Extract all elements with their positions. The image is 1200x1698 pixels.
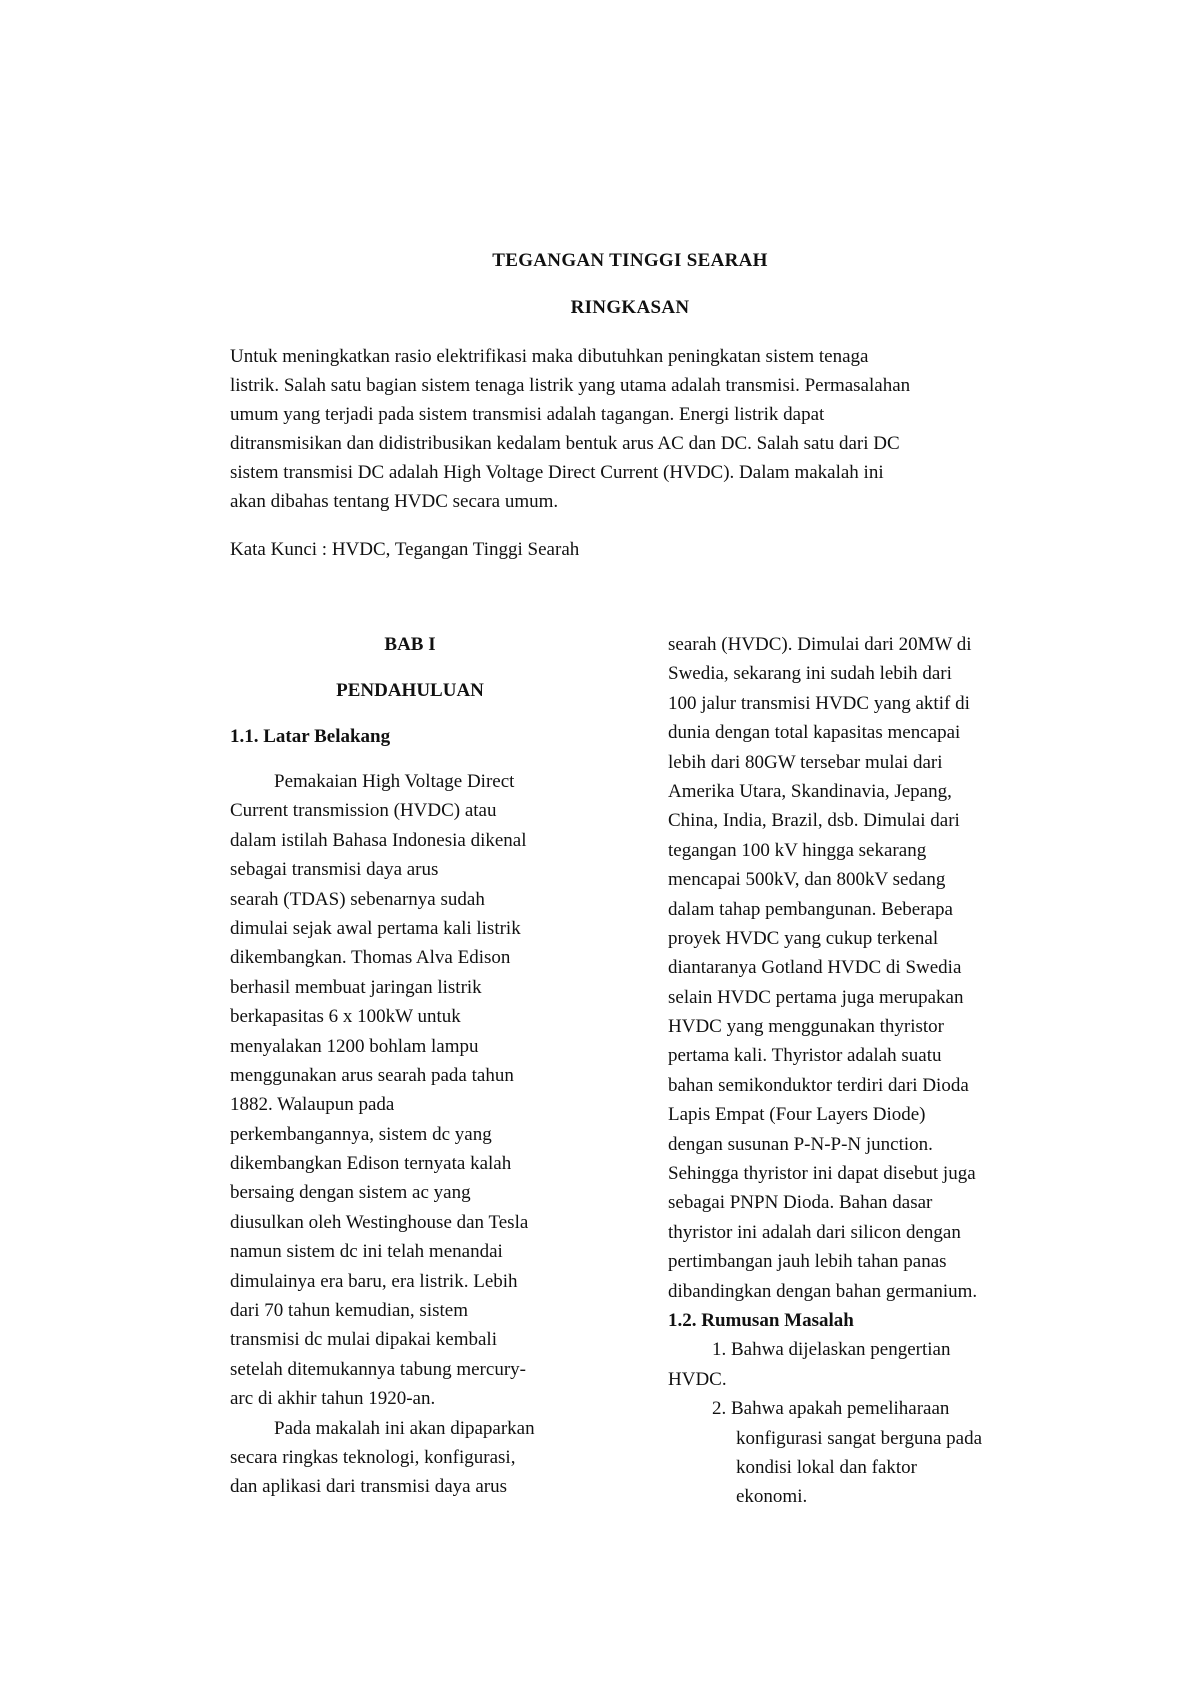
paragraph-line: dikembangkan Edison ternyata kalah	[230, 1153, 512, 1175]
paragraph-line: transmisi dc mulai dipakai kembali	[230, 1329, 497, 1351]
paragraph-line: pertimbangan jauh lebih tahan panas	[668, 1251, 947, 1273]
paragraph-line: dimulai sejak awal pertama kali listrik	[230, 917, 521, 939]
abstract-body	[230, 342, 1030, 516]
paragraph-background	[230, 767, 590, 1502]
list-item: kondisi lokal dan faktor	[736, 1456, 917, 1478]
paragraph-line: berkapasitas 6 x 100kW untuk	[230, 1006, 461, 1028]
list-item: HVDC.	[668, 1368, 727, 1390]
list-item: ekonomi.	[736, 1486, 808, 1508]
chapter-number: BAB I	[384, 634, 436, 655]
paragraph-line: Sehingga thyristor ini dapat disebut juga	[668, 1163, 976, 1185]
paragraph-line: dalam tahap pembangunan. Beberapa	[668, 898, 953, 920]
paragraph-line: bahan semikonduktor terdiri dari Dioda	[668, 1074, 969, 1096]
paragraph-line: sebagai transmisi daya arus	[230, 859, 439, 881]
abstract-line: listrik. Salah satu bagian sistem tenaga listrik yang utama adalah transmisi. Permasalahan	[230, 375, 911, 396]
paragraph-line: bersaing dengan sistem ac yang	[230, 1182, 471, 1204]
paragraph-line: lebih dari 80GW tersebar mulai dari	[668, 751, 943, 773]
list-item: 1. Bahwa dijelaskan pengertian	[712, 1339, 951, 1361]
paragraph-line: secara ringkas teknologi, konfigurasi,	[230, 1446, 516, 1468]
paragraph-line: dan aplikasi dari transmisi daya arus	[230, 1476, 508, 1498]
paragraph-line: dunia dengan total kapasitas mencapai	[668, 722, 961, 744]
keywords: Kata Kunci : HVDC, Tegangan Tinggi Searah	[230, 539, 580, 560]
section-heading-1-2: 1.2. Rumusan Masalah	[668, 1309, 854, 1331]
abstract-line: sistem transmisi DC adalah High Voltage Direct Current (HVDC). Dalam makalah ini	[230, 462, 884, 483]
paragraph-line: mencapai 500kV, dan 800kV sedang	[668, 869, 946, 891]
paragraph-line: perkembangannya, sistem dc yang	[230, 1123, 492, 1145]
paragraph-line: Pada makalah ini akan dipaparkan	[274, 1417, 535, 1439]
abstract-line: ditransmisikan dan didistribusikan kedalam bentuk arus AC dan DC. Salah satu dari DC	[230, 433, 900, 454]
abstract-heading: RINGKASAN	[570, 297, 690, 318]
paragraph-line: arc di akhir tahun 1920-an.	[230, 1388, 436, 1410]
paragraph-line: searah (TDAS) sebenarnya sudah	[230, 888, 485, 910]
list-item: 2. Bahwa apakah pemeliharaan	[712, 1398, 950, 1420]
paragraph-line: menggunakan arus searah pada tahun	[230, 1064, 514, 1086]
paragraph-line: dalam istilah Bahasa Indonesia dikenal	[230, 829, 527, 851]
paragraph-line: Current transmission (HVDC) atau	[230, 800, 497, 822]
paragraph-line: China, India, Brazil, dsb. Dimulai dari	[668, 810, 960, 832]
paragraph-line: dari 70 tahun kemudian, sistem	[230, 1300, 468, 1322]
paragraph-line: diusulkan oleh Westinghouse dan Tesla	[230, 1211, 529, 1233]
paragraph-line: pertama kali. Thyristor adalah suatu	[668, 1045, 942, 1067]
paragraph-line: diantaranya Gotland HVDC di Swedia	[668, 957, 962, 979]
paragraph-line: 100 jalur transmisi HVDC yang aktif di	[668, 692, 970, 714]
paragraph-line: dikembangkan. Thomas Alva Edison	[230, 947, 511, 969]
paragraph-line: setelah ditemukannya tabung mercury-	[230, 1358, 526, 1380]
paragraph-line: searah (HVDC). Dimulai dari 20MW di	[668, 634, 972, 655]
list-item: konfigurasi sangat berguna pada	[736, 1427, 983, 1449]
paragraph-line: berhasil membuat jaringan listrik	[230, 976, 482, 998]
paragraph-line: proyek HVDC yang cukup terkenal	[668, 927, 939, 949]
paragraph-line: namun sistem dc ini telah menandai	[230, 1241, 503, 1263]
paragraph-line: dibandingkan dengan bahan germanium.	[668, 1280, 978, 1302]
paragraph-line: sebagai PNPN Dioda. Bahan dasar	[668, 1192, 933, 1214]
document-title: TEGANGAN TINGGI SEARAH	[492, 250, 768, 271]
abstract-line: Untuk meningkatkan rasio elektrifikasi maka dibutuhkan peningkatan sistem tenaga	[230, 346, 869, 367]
right-column	[668, 630, 1038, 1512]
paragraph-line: tegangan 100 kV hingga sekarang	[668, 839, 927, 861]
paragraph-line: dimulainya era baru, era listrik. Lebih	[230, 1270, 518, 1292]
paragraph-line: Swedia, sekarang ini sudah lebih dari	[668, 663, 952, 685]
paragraph-line: 1882. Walaupun pada	[230, 1094, 395, 1116]
paragraph-line: Lapis Empat (Four Layers Diode)	[668, 1104, 926, 1126]
paragraph-line: HVDC yang menggunakan thyristor	[668, 1016, 944, 1038]
abstract-line: umum yang terjadi pada sistem transmisi adalah tagangan. Energi listrik dapat	[230, 404, 825, 425]
chapter-title: PENDAHULUAN	[336, 680, 484, 701]
paragraph-line: dengan susunan P-N-P-N junction.	[668, 1133, 933, 1155]
paragraph-line: selain HVDC pertama juga merupakan	[668, 986, 964, 1008]
left-column	[230, 630, 590, 1502]
paragraph-line: Pemakaian High Voltage Direct	[274, 771, 515, 792]
paragraph-line: menyalakan 1200 bohlam lampu	[230, 1035, 479, 1057]
paragraph-line: Amerika Utara, Skandinavia, Jepang,	[668, 780, 952, 802]
paragraph-line: thyristor ini adalah dari silicon dengan	[668, 1221, 961, 1243]
abstract-line: akan dibahas tentang HVDC secara umum.	[230, 491, 559, 512]
section-heading-1-1: 1.1. Latar Belakang	[230, 726, 391, 747]
